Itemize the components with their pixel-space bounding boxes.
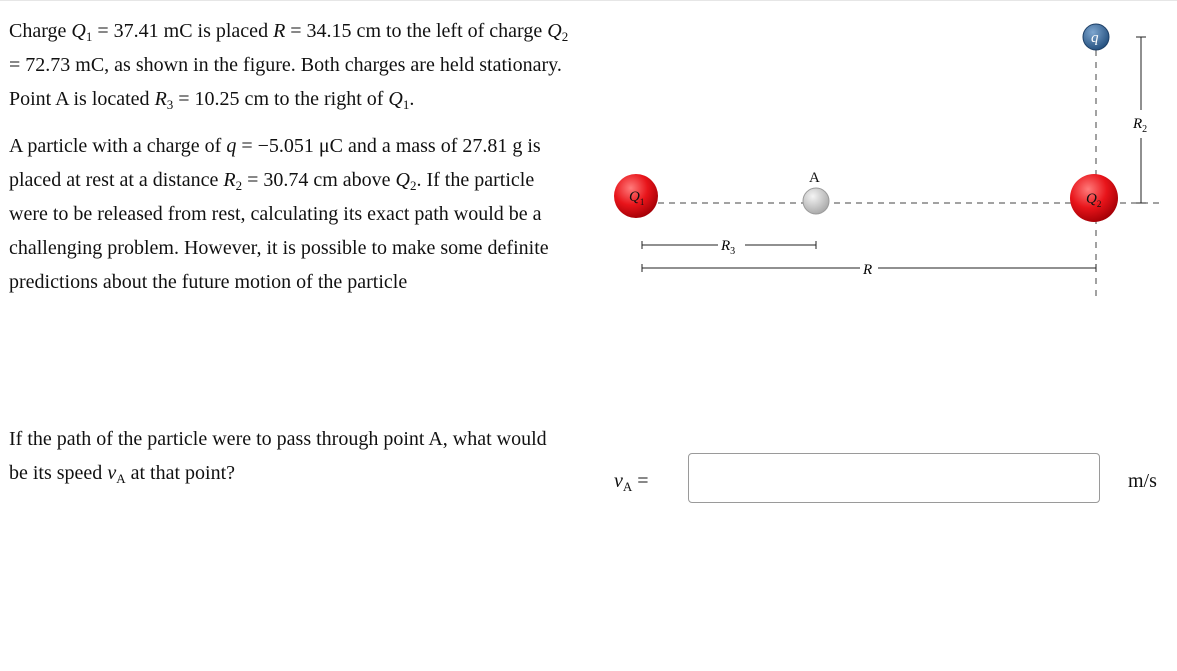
problem-paragraph-2: A particle with a charge of q = −5.051 μC and a mass of 27.81 g is placed at rest at a distance $R_2 = 30.74$ cm above $Q_2$. If the particle were to be released from rest, calculating its exact path would be a challenging problem. However, it is possible to make some definite predictions about the future motion of the particle: [9, 135, 549, 293]
r-label: R: [863, 262, 873, 278]
svg-text:Q1: $Q_1$: [629, 189, 645, 207]
charge-q2: [1070, 174, 1118, 222]
problem-paragraph-1: Charge $Q_1 = 37.41$ mC is placed R = 34.15 cm to the left of charge $Q_2 = 72.73$ mC, as shown in the figure. Both charges are held stationary. Point A is located $R_3 = 10.25$ cm to the right of $Q_1$.: [9, 20, 569, 112]
charges-figure: [600, 0, 1177, 320]
point-a: [803, 170, 829, 214]
r2-label: $R_2$: [1133, 116, 1148, 135]
svg-text:q: q: [1091, 30, 1099, 46]
svg-text:Q2: $Q_2$: [1086, 191, 1102, 209]
particle-q: [1083, 24, 1109, 50]
unit-label: m/s: [1128, 470, 1157, 492]
charge-q1: [614, 174, 658, 218]
answer-input[interactable]: [688, 453, 1100, 503]
question-text: [9, 422, 569, 490]
r3-label: $R_3$: [721, 238, 736, 257]
answer-label: $v_A$ =: [614, 470, 649, 494]
problem-text: [9, 14, 569, 299]
svg-text:A: A: [809, 170, 820, 186]
question-paragraph: If the path of the particle were to pass through point A, what would be its speed $v_A$ at that point?: [9, 428, 547, 486]
